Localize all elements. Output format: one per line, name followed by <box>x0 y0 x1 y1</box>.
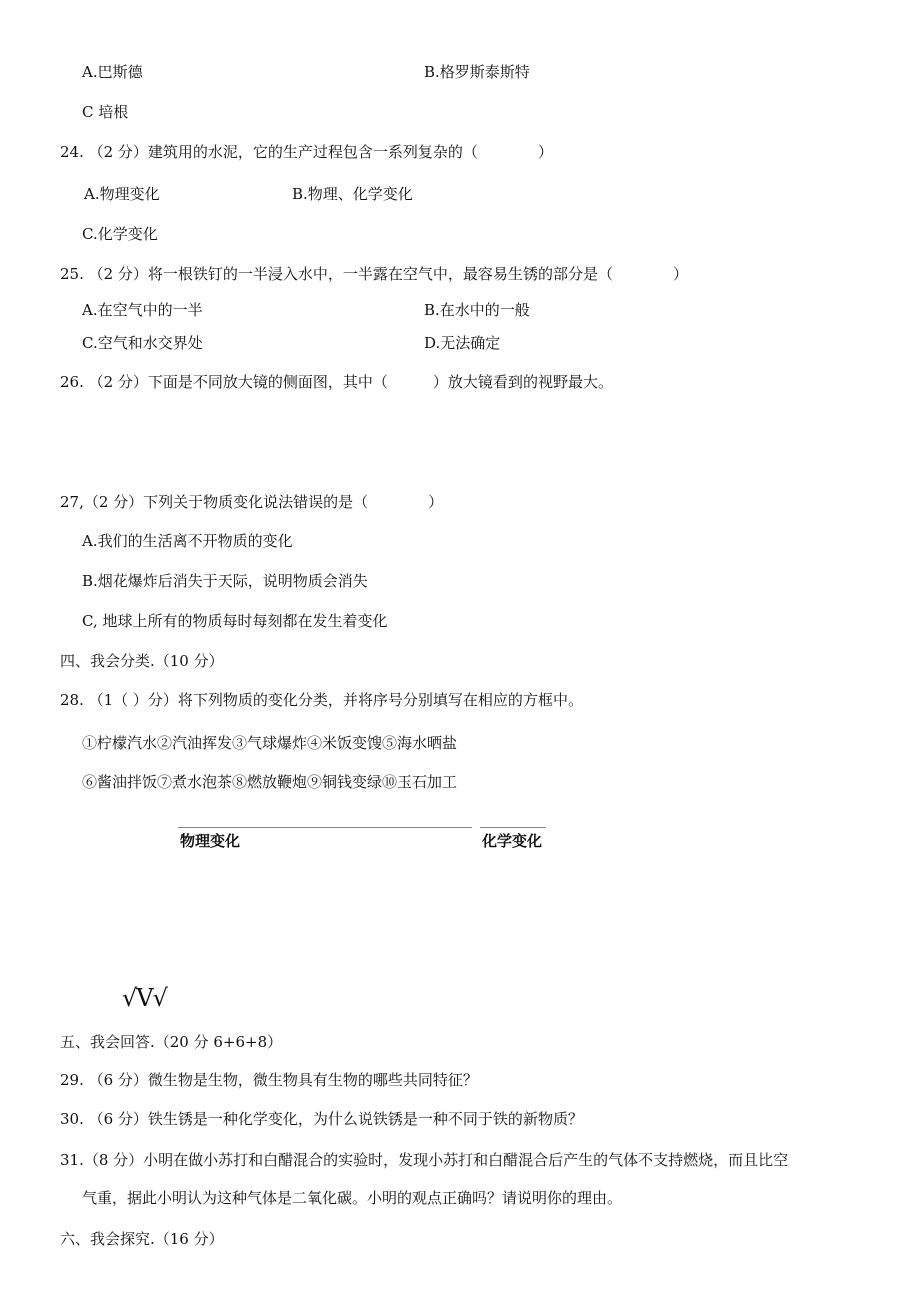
q27-stem: 27,（2 分）下列关于物质变化说法错误的是（ ） <box>60 493 444 511</box>
q23-option-c: C 培根 <box>82 103 129 121</box>
q28-items-row-2: ⑥酱油拌饭⑦煮水泡茶⑧燃放鞭炮⑨铜钱变绿⑩玉石加工 <box>82 773 458 791</box>
chemical-change-box-top-border <box>480 827 546 828</box>
q23-option-a: A.巴斯德 <box>82 63 143 81</box>
q25-option-c: C.空气和水交界处 <box>82 334 203 352</box>
q27-option-c: C, 地球上所有的物质每时每刻都在发生着变化 <box>82 612 388 630</box>
q27-option-a: A.我们的生活离不开物质的变化 <box>82 532 293 550</box>
q24-option-c: C.化学变化 <box>82 225 158 243</box>
physical-change-box-top-border <box>178 827 472 828</box>
q30-stem: 30. （6 分）铁生锈是一种化学变化，为什么说铁锈是一种不同于铁的新物质？ <box>60 1110 583 1128</box>
q24-option-a: A.物理变化 <box>84 185 160 203</box>
q28-stem: 28. （1（ ）分）将下列物质的变化分类，并将序号分别填写在相应的方框中。 <box>60 691 583 709</box>
q25-option-b: B.在水中的一般 <box>424 301 530 319</box>
chemical-change-label: 化学变化 <box>482 832 543 850</box>
check-marks: √V√ <box>122 984 167 1012</box>
q29-stem: 29. （6 分）微生物是生物，微生物具有生物的哪些共同特征？ <box>60 1071 478 1089</box>
section-4-title: 四、我会分类.（10 分） <box>60 652 224 670</box>
physical-change-label: 物理变化 <box>180 832 241 850</box>
section-5-title: 五、我会回答.（20 分 6+6+8） <box>60 1033 283 1051</box>
q31-stem-line-1: 31.（8 分）小明在做小苏打和白醋混合的实验时，发现小苏打和白醋混合后产生的气体不支持燃烧，而且比空 <box>60 1151 789 1169</box>
q26-stem: 26. （2 分）下面是不同放大镜的侧面图，其中（ ）放大镜看到的视野最大。 <box>60 373 613 391</box>
q25-stem: 25. （2 分）将一根铁钉的一半浸入水中，一半露在空气中，最容易生锈的部分是（ ） <box>60 265 688 283</box>
section-6-title: 六、我会探究.（16 分） <box>60 1230 224 1248</box>
q31-stem-line-2: 气重，据此小明认为这种气体是二氧化碳。小明的观点正确吗？请说明你的理由。 <box>82 1189 623 1207</box>
q25-option-a: A.在空气中的一半 <box>82 301 203 319</box>
q23-option-b: B.格罗斯泰斯特 <box>424 63 530 81</box>
q27-option-b: B.烟花爆炸后消失于天际，说明物质会消失 <box>82 572 368 590</box>
q28-items-row-1: ①柠檬汽水②汽油挥发③气球爆炸④米饭变馊⑤海水晒盐 <box>82 734 458 752</box>
q24-option-b: B.物理、化学变化 <box>292 185 413 203</box>
q25-option-d: D.无法确定 <box>424 334 501 352</box>
q24-stem: 24. （2 分）建筑用的水泥，它的生产过程包含一系列复杂的（ ） <box>60 143 553 161</box>
